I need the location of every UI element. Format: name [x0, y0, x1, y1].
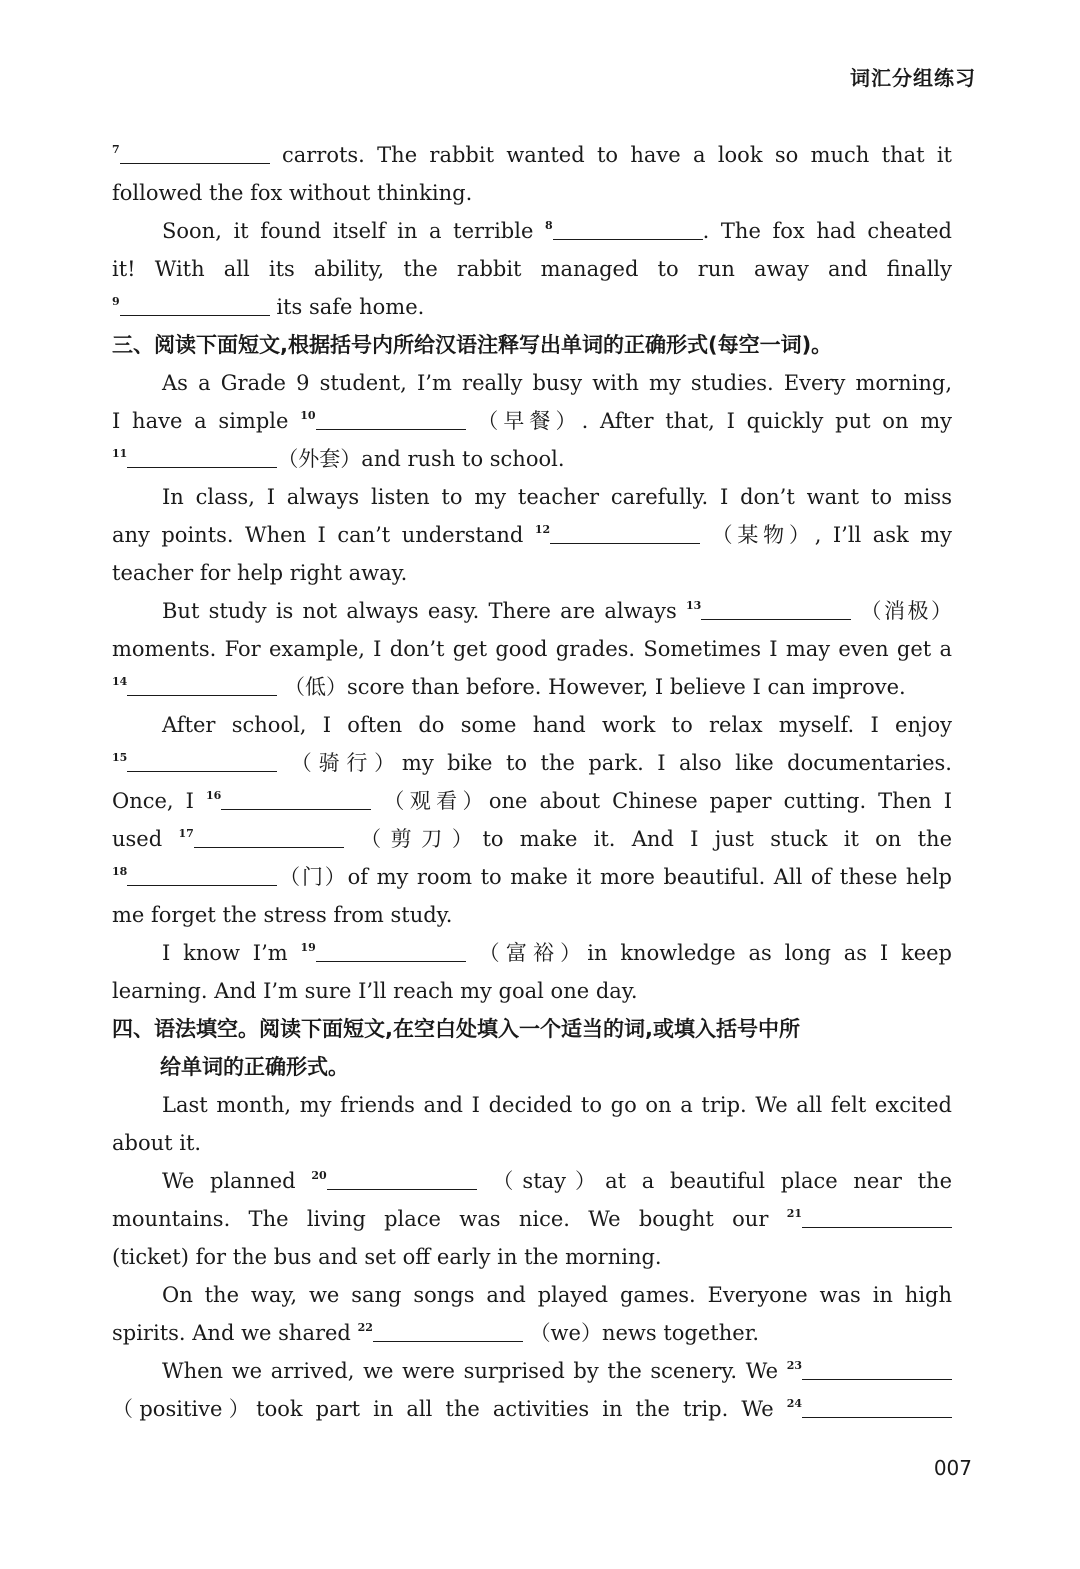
answer-blank-13[interactable]	[701, 599, 851, 620]
text-line: any points. When I can’t understand $^{12}$ （某物）, I’ll ask my	[112, 523, 952, 547]
text-line: In class, I always listen to my teacher carefully. I don’t want to miss	[162, 485, 952, 509]
answer-blank-8[interactable]	[553, 219, 703, 240]
blank-number: 14	[112, 675, 128, 688]
answer-blank-15[interactable]	[127, 751, 277, 772]
page-header-title: 词汇分组练习	[850, 66, 976, 90]
text-line: teacher for help right away.	[112, 561, 408, 585]
blank-number: 20	[311, 1169, 327, 1182]
text-line: Once, I $^{16}$ （观看）one about Chinese paper cutting. Then I	[112, 789, 952, 813]
text-line: Soon, it found itself in a terrible $^8$ . The fox had cheated	[162, 219, 952, 243]
text-line: I have a simple $^{10}$ （早餐）. After that, I quickly put on my	[112, 409, 953, 433]
text-line: $^{15}$ （骑行）my bike to the park. I also like documentaries.	[112, 751, 952, 775]
blank-number: 16	[206, 789, 222, 802]
text-line: $^9$ its safe home.	[112, 295, 425, 319]
answer-blank-16[interactable]	[221, 789, 371, 810]
blank-number: 10	[300, 409, 316, 422]
text-line: followed the fox without thinking.	[112, 181, 473, 205]
section-heading-four: 四、语法填空。阅读下面短文,在空白处填入一个适当的词,或填入括号中所	[112, 1017, 800, 1041]
blank-number: 23	[786, 1359, 802, 1372]
text-line: moments. For example, I don’t get good grades. Sometimes I may even get a	[112, 637, 952, 661]
text-line: learning. And I’m sure I’ll reach my goal one day.	[112, 979, 638, 1003]
text-line: （positive）took part in all the activities in the trip. We $^{24}$	[112, 1390, 952, 1428]
blank-number: 7	[112, 143, 120, 156]
text-line: (ticket) for the bus and set off early in the morning.	[112, 1245, 662, 1269]
answer-blank-19[interactable]	[316, 941, 466, 962]
blank-number: 21	[786, 1207, 802, 1220]
text-line: $^{18}$ （门）of my room to make it more beautiful. All of these help	[112, 865, 952, 889]
text-line: used $^{17}$ （剪刀）to make it. And I just stuck it on the	[112, 827, 952, 851]
blank-number: 13	[685, 599, 702, 612]
text-line: spirits. And we shared $^{22}$ （we）news together.	[112, 1321, 760, 1345]
text-line: it! With all its ability, the rabbit managed to run away and finally	[112, 257, 952, 281]
answer-blank-18[interactable]	[127, 865, 277, 886]
text-line: mountains. The living place was nice. We bought our $^{21}$	[112, 1200, 952, 1238]
blank-number: 22	[357, 1321, 373, 1334]
answer-blank-10[interactable]	[316, 409, 466, 430]
text-line: We planned $^{20}$ （stay）at a beautiful place near the	[162, 1169, 952, 1193]
answer-blank-24[interactable]	[802, 1397, 952, 1418]
answer-blank-14[interactable]	[127, 675, 277, 696]
blank-number: 11	[112, 447, 128, 460]
answer-blank-22[interactable]	[373, 1321, 523, 1342]
text-line: $^7$ carrots. The rabbit wanted to have a look so much that it	[112, 143, 952, 167]
answer-blank-12[interactable]	[550, 523, 700, 544]
page-number: 007	[933, 1456, 972, 1480]
text-line: When we arrived, we were surprised by the scenery. We $^{23}$	[112, 1352, 952, 1390]
text-line: about it.	[112, 1131, 202, 1155]
blank-number: 17	[178, 827, 194, 840]
text-line: On the way, we sang songs and played games. Everyone was in high	[162, 1283, 952, 1307]
answer-blank-11[interactable]	[127, 447, 277, 468]
blank-number: 9	[112, 295, 120, 308]
answer-blank-9[interactable]	[120, 295, 270, 316]
section-heading-four-cont: 给单词的正确形式。	[160, 1055, 349, 1079]
blank-number: 18	[112, 865, 128, 878]
answer-blank-17[interactable]	[194, 827, 344, 848]
blank-number: 24	[786, 1397, 802, 1410]
text-line: me forget the stress from study.	[112, 903, 453, 927]
text-line: Last month, my friends and I decided to go on a trip. We all felt excited	[162, 1093, 952, 1117]
answer-blank-21[interactable]	[802, 1207, 952, 1228]
text-line: I know I’m $^{19}$ （富裕）in knowledge as long as I keep	[162, 941, 952, 965]
text-line: As a Grade 9 student, I’m really busy with my studies. Every morning,	[162, 371, 952, 395]
blank-number: 12	[534, 523, 551, 536]
text-line: But study is not always easy. There are always $^{13}$ （消极）	[162, 599, 953, 623]
blank-number: 15	[112, 751, 128, 764]
document-body	[112, 136, 952, 1428]
answer-blank-20[interactable]	[327, 1169, 477, 1190]
text-line: After school, I often do some hand work to relax myself. I enjoy	[162, 713, 952, 737]
text-line: $^{11}$ （外套）and rush to school.	[112, 447, 565, 471]
section-heading-three: 三、阅读下面短文,根据括号内所给汉语注释写出单词的正确形式(每空一词)。	[112, 333, 833, 357]
answer-blank-7[interactable]	[120, 143, 270, 164]
blank-number: 8	[545, 219, 553, 232]
blank-number: 19	[300, 941, 316, 954]
answer-blank-23[interactable]	[802, 1359, 952, 1380]
text-line: $^{14}$ （低）score than before. However, I believe I can improve.	[112, 675, 906, 699]
